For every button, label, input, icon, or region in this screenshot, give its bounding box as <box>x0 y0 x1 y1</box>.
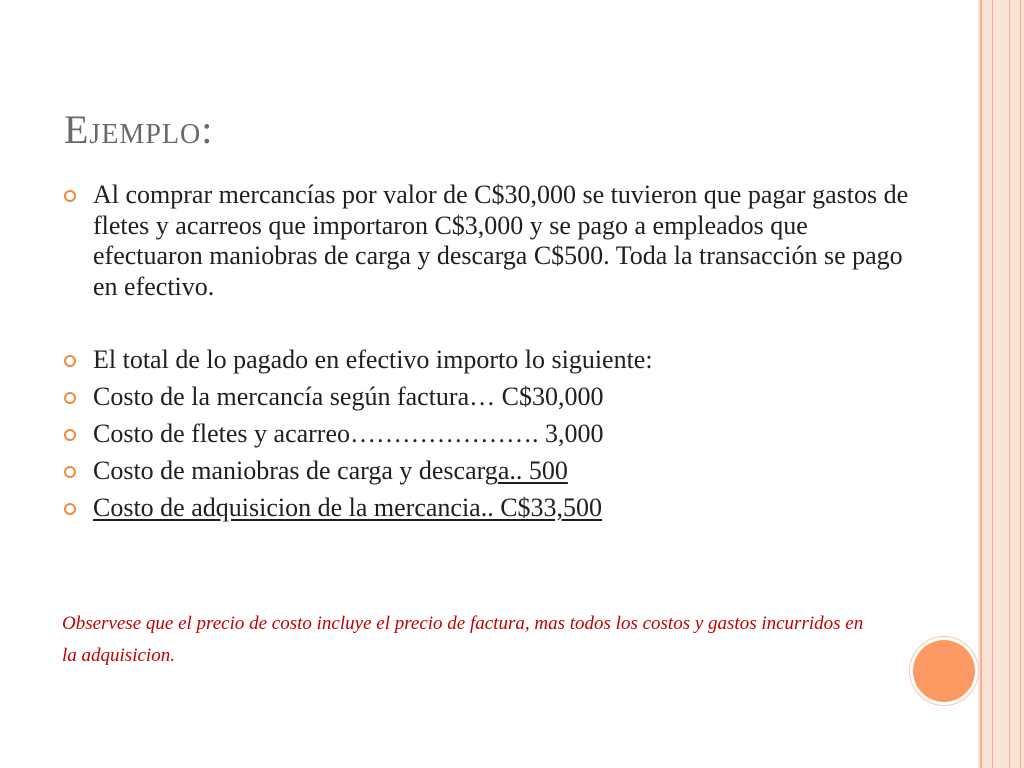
bullet-marker-icon <box>64 190 76 202</box>
decorative-circle <box>913 640 975 702</box>
slide-title: Ejemplo: <box>64 107 214 152</box>
bullet-text-underlined: a.. 500 <box>497 456 568 485</box>
bullet-item <box>62 456 922 486</box>
bullet-marker-icon <box>64 355 76 367</box>
decorative-line <box>992 0 993 768</box>
bullet-item <box>62 419 922 449</box>
bullet-marker-icon <box>64 466 76 478</box>
footnote: Observese que el precio de costo incluye el precio de factura, mas todos los costos y gastos incurridos en la adquisicion. <box>62 613 864 666</box>
decorative-line <box>980 0 982 768</box>
bullet-item <box>62 180 922 302</box>
bullet-text: El total de lo pagado en efectivo importo lo siguiente: <box>93 345 653 374</box>
bullet-marker-icon <box>64 392 76 404</box>
bullet-marker-icon <box>64 429 76 441</box>
bullet-marker-icon <box>64 503 76 515</box>
bullet-text: Al comprar mercancías por valor de C$30,000 se tuvieron que pagar gastos de fletes y acarreos que importaron C$3,000 y se pago a empleados que efectuaron maniobras de carga y descarga C$500. Toda la transacción se pago en efectivo. <box>93 180 909 301</box>
bullet-item <box>62 382 922 412</box>
decorative-stripe-band <box>978 0 1024 768</box>
decorative-line <box>1009 0 1010 768</box>
bullet-text: Costo de la mercancía según factura… C$30,000 <box>93 382 604 411</box>
bullet-text-underlined: Costo de adquisicion de la mercancia.. C$33,500 <box>93 493 603 522</box>
bullet-item <box>62 493 922 523</box>
bullet-text: Costo de fletes y acarreo…………………. 3,000 <box>93 419 604 448</box>
decorative-line <box>1020 0 1021 768</box>
bullet-list <box>62 180 922 523</box>
bullet-item <box>62 345 922 375</box>
bullet-text: Costo de maniobras de carga y descarg <box>93 456 498 485</box>
